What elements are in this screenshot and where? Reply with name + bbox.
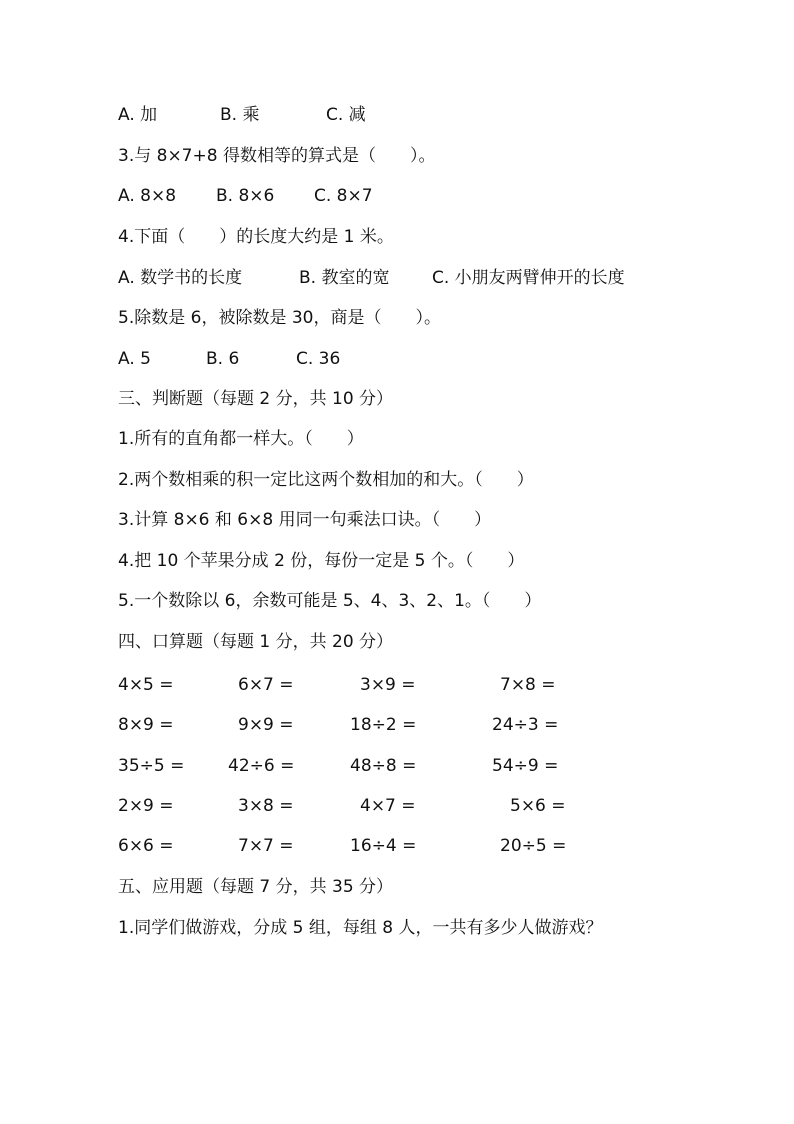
calc-r2-c2: 9×9 = (238, 715, 294, 735)
q5-option-a: A. 5 (118, 349, 151, 369)
calc-r2-c4: 24÷3 = (492, 715, 559, 735)
calc-r2-c3: 18÷2 = (350, 715, 417, 735)
calc-r5-c3: 16÷4 = (350, 836, 417, 856)
judge-item-1: 1.所有的直角都一样大。（ ） (118, 429, 364, 449)
q2-option-b: B. 乘 (220, 105, 260, 125)
q3-option-a: A. 8×8 (118, 186, 177, 206)
word-problem-1: 1.同学们做游戏，分成 5 组，每组 8 人，一共有多少人做游戏？ (118, 918, 603, 938)
calc-r3-c4: 54÷9 = (492, 756, 559, 776)
q4-option-a: A. 数学书的长度 (118, 268, 243, 288)
section3-heading: 三、判断题（每题 2 分，共 10 分） (118, 389, 394, 409)
calc-r4-c1: 2×9 = (118, 796, 174, 816)
q3-option-b: B. 8×6 (216, 186, 275, 206)
q3-question: 3.与 8×7+8 得数相等的算式是（ ）。 (118, 146, 436, 166)
calc-r1-c1: 4×5 = (118, 675, 174, 695)
calc-r4-c4: 5×6 = (510, 796, 566, 816)
calc-r3-c1: 35÷5 = (118, 756, 185, 776)
calc-r1-c4: 7×8 = (500, 675, 556, 695)
calc-r2-c1: 8×9 = (118, 715, 174, 735)
calc-r5-c4: 20÷5 = (500, 836, 567, 856)
section5-heading: 五、应用题（每题 7 分，共 35 分） (118, 877, 394, 897)
q5-question: 5.除数是 6，被除数是 30，商是（ ）。 (118, 308, 441, 328)
q2-option-a: A. 加 (118, 105, 158, 125)
calc-r4-c3: 4×7 = (360, 796, 416, 816)
q4-question: 4.下面（ ）的长度大约是 1 米。 (118, 227, 394, 247)
q2-option-c: C. 减 (326, 105, 366, 125)
calc-r4-c2: 3×8 = (238, 796, 294, 816)
calc-r1-c3: 3×9 = (360, 675, 416, 695)
judge-item-3: 3.计算 8×6 和 6×8 用同一句乘法口诀。（ ） (118, 510, 492, 530)
section4-heading: 四、口算题（每题 1 分，共 20 分） (118, 632, 394, 652)
judge-item-5: 5.一个数除以 6，余数可能是 5、4、3、2、1。（ ） (118, 591, 542, 611)
calc-r1-c2: 6×7 = (238, 675, 294, 695)
q4-option-c: C. 小朋友两臂伸开的长度 (432, 268, 625, 288)
q5-option-b: B. 6 (206, 349, 240, 369)
calc-r5-c2: 7×7 = (238, 836, 294, 856)
calc-r5-c1: 6×6 = (118, 836, 174, 856)
judge-item-4: 4.把 10 个苹果分成 2 份，每份一定是 5 个。（ ） (118, 551, 525, 571)
q4-option-b: B. 教室的宽 (299, 268, 390, 288)
calc-r3-c3: 48÷8 = (350, 756, 417, 776)
q3-option-c: C. 8×7 (314, 186, 373, 206)
calc-r3-c2: 42÷6 = (228, 756, 295, 776)
q5-option-c: C. 36 (296, 349, 341, 369)
judge-item-2: 2.两个数相乘的积一定比这两个数相加的和大。（ ） (118, 470, 534, 490)
